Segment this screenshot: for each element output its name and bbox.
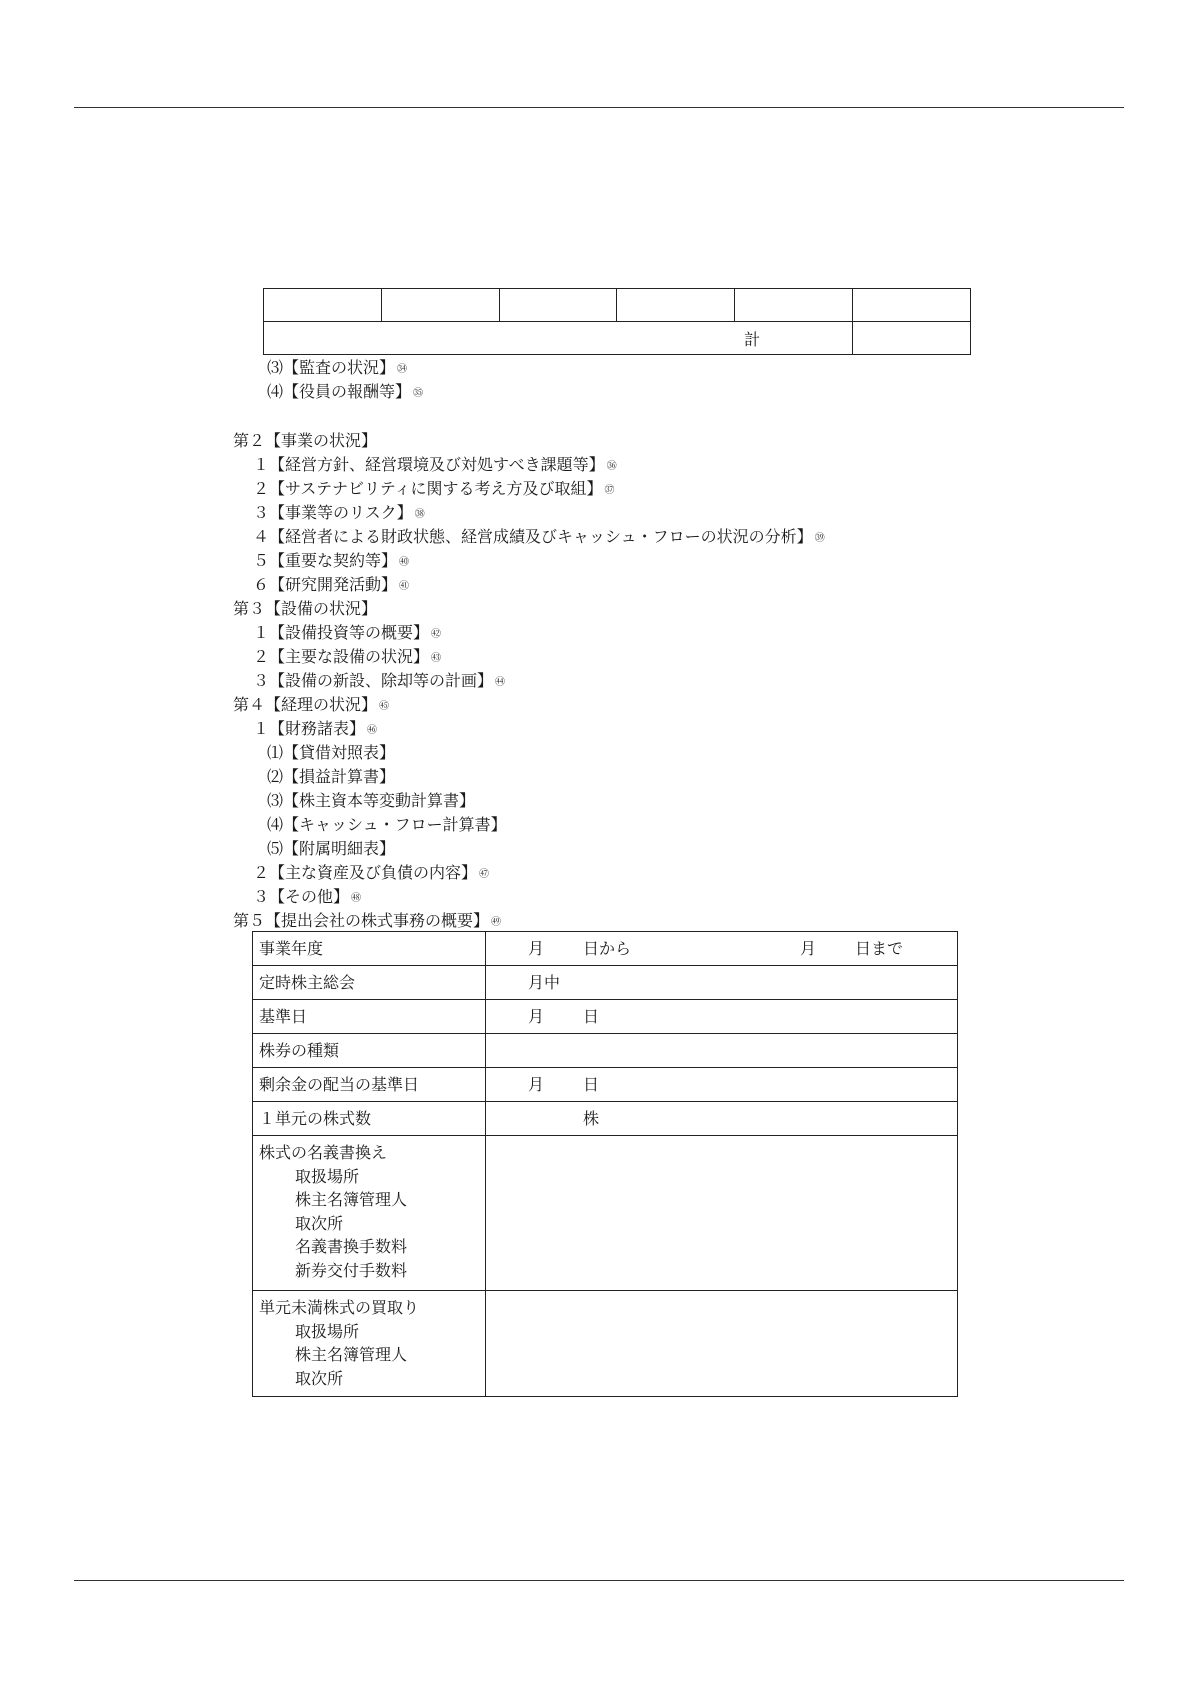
footer-rule	[74, 1580, 1124, 1581]
heading-schedules: ⑸【附属明細表】	[267, 839, 396, 858]
row-value: 月 日	[486, 1068, 958, 1102]
sub-item: 取次所	[295, 1368, 344, 1388]
note-marker: ㊷	[431, 629, 442, 640]
heading-management-policy: １【経営方針、経営環境及び対処すべき課題等】 ㊱	[253, 455, 617, 474]
heading-chapter-3: 第３【設備の状況】	[233, 599, 378, 618]
table-cell	[735, 289, 853, 322]
row-label: 株券の種類	[253, 1034, 486, 1068]
table-cell	[853, 289, 971, 322]
total-label: 計	[264, 322, 853, 355]
heading-cash-flow: ⑷【キャッシュ・フロー計算書】	[267, 815, 507, 834]
heading-equity-statement: ⑶【株主資本等変動計算書】	[267, 791, 476, 810]
sub-item: 取次所	[295, 1213, 344, 1233]
row-label: 事業年度	[253, 932, 486, 966]
table-cell	[499, 289, 617, 322]
note-marker: ㊳	[414, 509, 425, 520]
officer-table	[263, 288, 971, 355]
table-cell	[381, 289, 499, 322]
heading-facility-plans: ３【設備の新設、除却等の計画】 ㊹	[253, 671, 506, 690]
table-row	[253, 1136, 958, 1291]
heading-financial-statements: １【財務諸表】 ㊻	[253, 719, 378, 738]
heading-md-and-a: ４【経営者による財政状態、経営成績及びキャッシュ・フローの状況の分析】 ㊴	[253, 527, 825, 546]
table-row	[264, 289, 971, 322]
heading-assets-liabilities: ２【主な資産及び負債の内容】 ㊼	[253, 863, 490, 882]
heading-balance-sheet: ⑴【貸借対照表】	[267, 743, 396, 762]
heading-major-facilities: ２【主要な設備の状況】 ㊸	[253, 647, 442, 666]
row-value	[486, 1034, 958, 1068]
row-value: 月 日	[486, 1000, 958, 1034]
sub-item: 取扱場所	[295, 1166, 360, 1186]
table-row	[253, 1034, 958, 1068]
row-value	[486, 1136, 958, 1291]
heading-research: ６【研究開発活動】 ㊶	[253, 575, 410, 594]
note-marker: ㊶	[399, 581, 410, 592]
note-marker: ㊻	[367, 725, 378, 736]
table-row	[253, 1102, 958, 1136]
sub-item: 株主名簿管理人	[295, 1345, 408, 1364]
heading-risks: ３【事業等のリスク】 ㊳	[253, 503, 425, 522]
heading-officer-pay: ⑷【役員の報酬等】 ㉟	[267, 382, 424, 401]
table-row	[253, 1291, 958, 1397]
note-marker: ㊺	[379, 701, 390, 712]
header-rule	[74, 107, 1124, 108]
sub-item: 名義書換手数料	[295, 1237, 408, 1256]
note-marker: ㊽	[351, 893, 362, 904]
note-marker: ㊹	[495, 677, 506, 688]
table-row	[253, 1000, 958, 1034]
row-label-group	[253, 1136, 486, 1291]
note-marker: ㊱	[606, 461, 617, 472]
table-row	[253, 966, 958, 1000]
row-value: 月中	[486, 966, 958, 1000]
heading-sustainability: ２【サステナビリティに関する考え方及び取組】 ㊲	[253, 479, 615, 498]
heading-chapter-5: 第５【提出会社の株式事務の概要】 ㊾	[233, 911, 502, 930]
note-marker: ㉞	[397, 364, 408, 375]
table-cell	[617, 289, 735, 322]
heading-contracts: ５【重要な契約等】 ㊵	[253, 551, 410, 570]
row-value: 月 日から 月 日まで	[486, 932, 958, 966]
row-label: １単元の株式数	[253, 1102, 486, 1136]
sub-item: 新券交付手数料	[295, 1260, 408, 1280]
note-marker: ㊵	[399, 557, 410, 568]
note-marker: ㊴	[814, 533, 825, 544]
row-value: 株	[486, 1102, 958, 1136]
table-cell	[264, 289, 382, 322]
sub-item: 取扱場所	[295, 1321, 360, 1341]
row-label: 定時株主総会	[253, 966, 486, 1000]
row-label: 剰余金の配当の基準日	[253, 1068, 486, 1102]
sub-item: 株主名簿管理人	[295, 1190, 408, 1209]
table-row	[264, 322, 971, 355]
heading-audit: ⑶【監査の状況】 ㉞	[267, 358, 408, 377]
note-marker: ㉟	[413, 388, 424, 399]
table-row	[253, 932, 958, 966]
row-label: 基準日	[253, 1000, 486, 1034]
table-row	[253, 1068, 958, 1102]
row-label: 単元未満株式の買取り	[259, 1298, 420, 1317]
heading-income-statement: ⑵【損益計算書】	[267, 767, 396, 786]
note-marker: ㊼	[479, 869, 490, 880]
total-value	[853, 322, 971, 355]
heading-chapter-2: 第２【事業の状況】	[233, 431, 378, 450]
stock-administration-table	[252, 931, 958, 1397]
note-marker: ㊸	[431, 653, 442, 664]
row-value	[486, 1291, 958, 1397]
row-label-group	[253, 1291, 486, 1397]
heading-other: ３【その他】 ㊽	[253, 887, 362, 906]
heading-capex: １【設備投資等の概要】 ㊷	[253, 623, 442, 642]
heading-chapter-4: 第４【経理の状況】 ㊺	[233, 695, 390, 714]
row-label: 株式の名義書換え	[259, 1143, 388, 1162]
note-marker: ㊲	[604, 485, 615, 496]
note-marker: ㊾	[491, 917, 502, 928]
